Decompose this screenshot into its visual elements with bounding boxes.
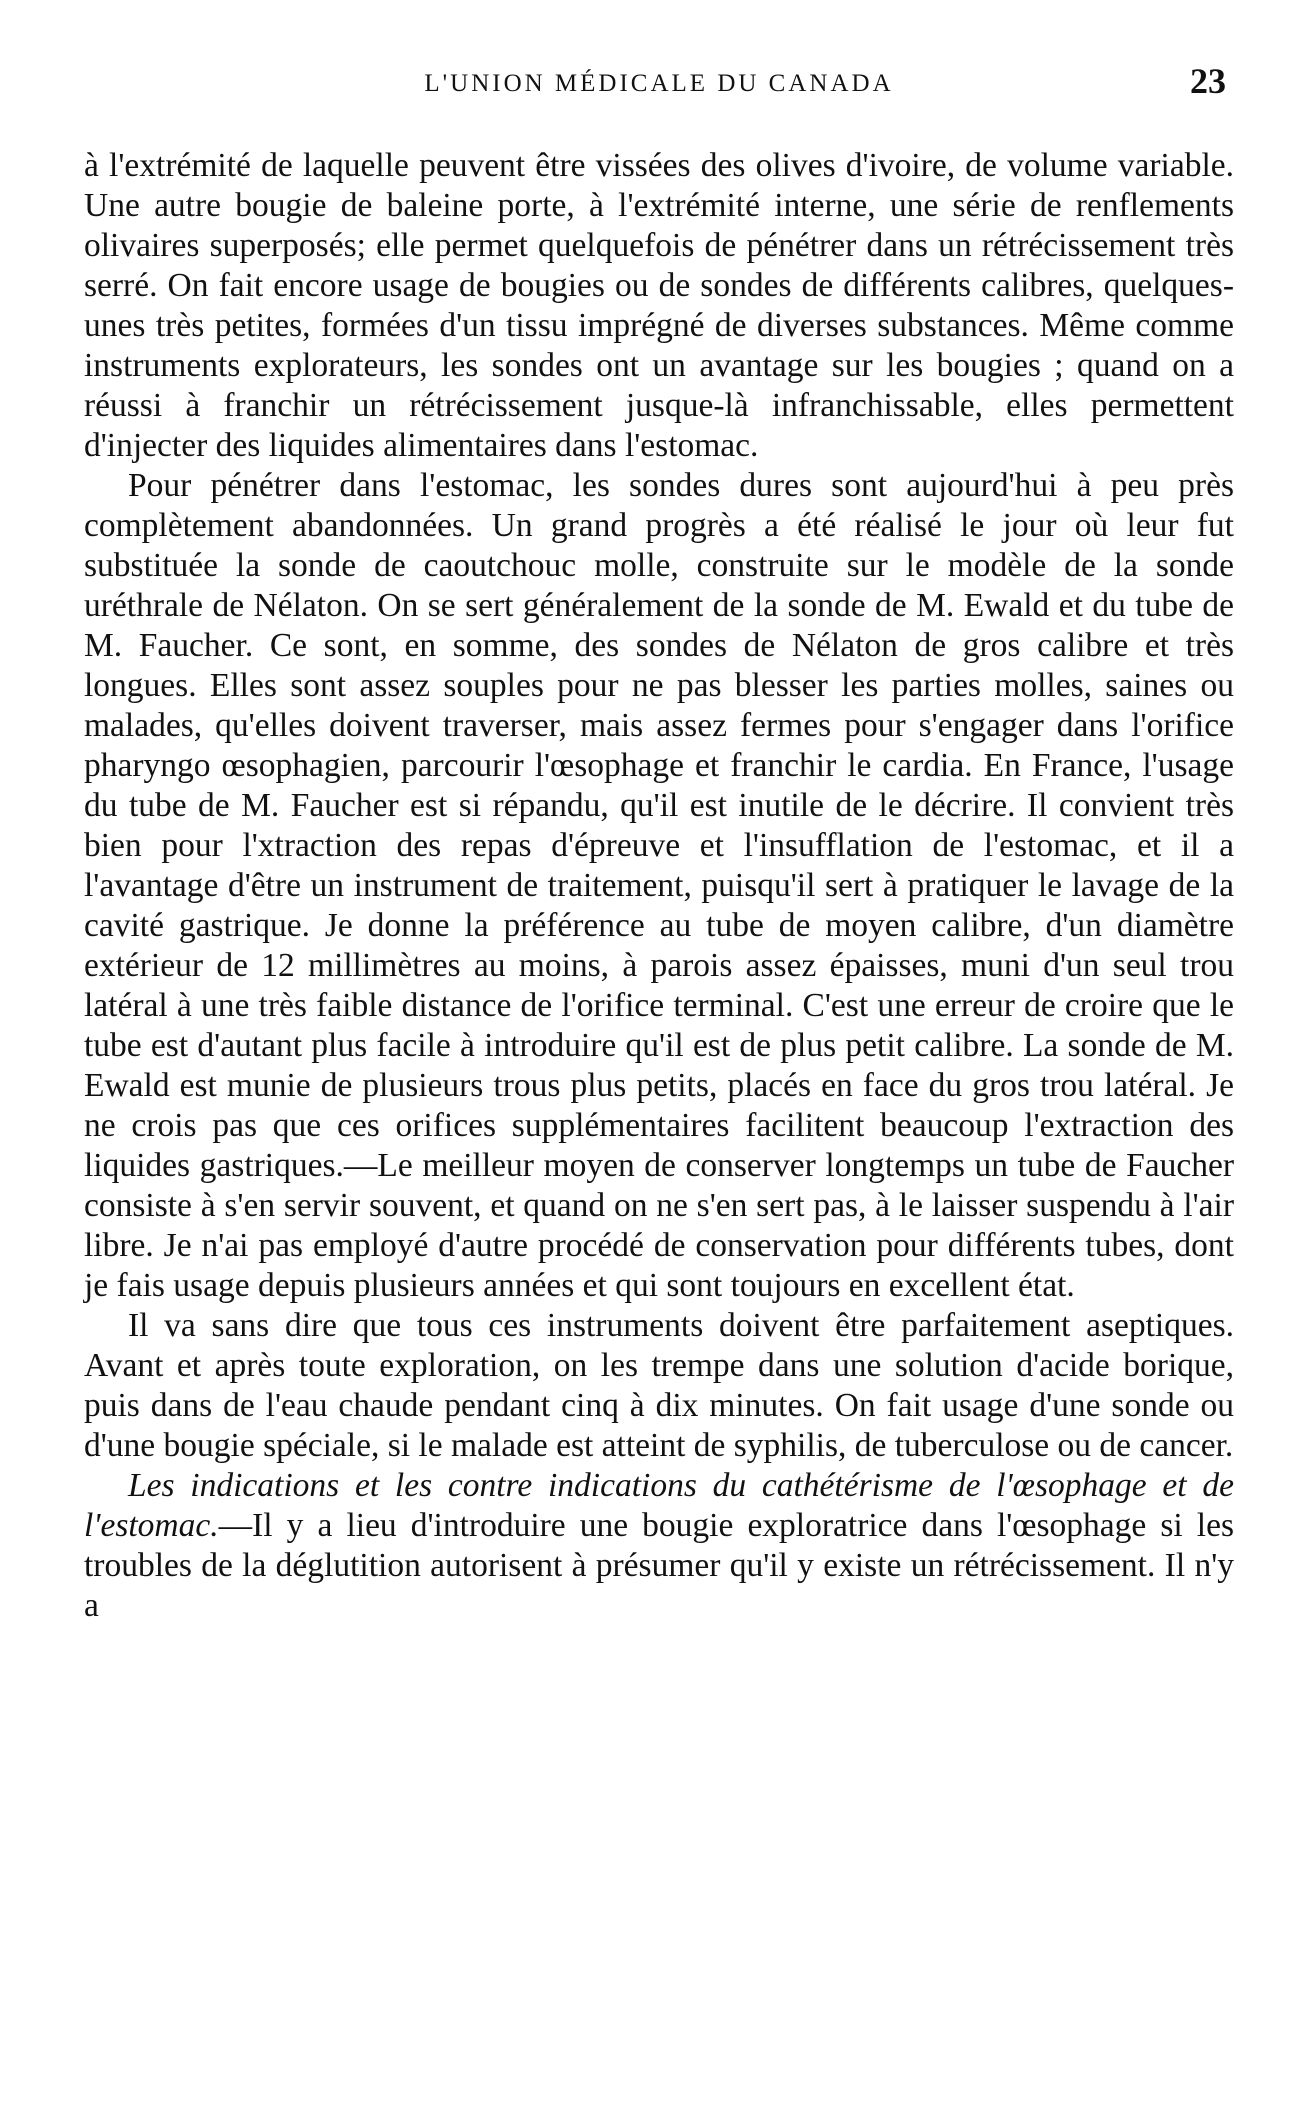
document-page <box>84 60 1234 2100</box>
page-number: 23 <box>1190 61 1226 101</box>
body-text <box>84 146 1234 1626</box>
paragraph <box>84 466 1234 1306</box>
paragraph-text: Pour pénétrer dans l'estomac, les sondes dures sont aujourd'hui à peu près complètement abandonnées. Un grand progrès a été réalisé le jour où leur fut substituée la sonde de caoutchouc molle, construite sur le modèle de la sonde uréthrale de Nélaton. On se sert généralement de la sonde de M. Ewald et du tube de M. Faucher. Ce sont, en somme, des sondes de Nélaton de gros calibre et très longues. Elles sont assez souples pour ne pas blesser les parties molles, saines ou malades, qu'elles doivent traverser, mais assez fermes pour s'engager dans l'orifice pharyngo œsophagien, parcourir l'œsophage et franchir le cardia. En France, l'usage du tube de M. Faucher est si répandu, qu'il est inutile de le décrire. Il convient très bien pour l'xtraction des repas d'épreuve et l'insufflation de l'estomac, et il a l'avantage d'être un instrument de traitement, puisqu'il sert à pratiquer le lavage de la cavité gastrique. Je donne la préférence au tube de moyen calibre, d'un diamètre extérieur de 12 millimètres au moins, à parois assez épaisses, muni d'un seul trou latéral à une très faible distance de l'orifice terminal. C'est une erreur de croire que le tube est d'autant plus facile à introduire qu'il est de plus petit calibre. La sonde de M. Ewald est munie de plusieurs trous plus petits, placés en face du gros trou latéral. Je ne crois pas que ces orifices supplémentaires facilitent beaucoup l'extraction des liquides gastriques.—Le meilleur moyen de conserver longtemps un tube de Faucher consiste à s'en servir souvent, et quand on ne s'en sert pas, à le laisser suspendu à l'air libre. Je n'ai pas employé d'autre procédé de conservation pour différents tubes, dont je fais usage depuis plusieurs années et qui sont toujours en excellent état. <box>84 467 1234 1304</box>
section-heading-italic: Les indications et les contre indications du cathétérisme de l'œsophage et de l'estomac. <box>84 1467 1234 1544</box>
paragraph-text: à l'extrémité de laquelle peuvent être vissées des olives d'ivoire, de volume variable. Une autre bougie de baleine porte, à l'extrémité interne, une série de renflements olivaires superposés; elle permet quelquefois de pénétrer dans un rétrécissement très serré. On fait encore usage de bougies ou de sondes de différents calibres, quelques-unes très petites, formées d'un tissu imprégné de diverses substances. Même comme instruments explorateurs, les sondes ont un avantage sur les bougies ; quand on a réussi à franchir un rétrécissement jusque-là infranchissable, elles permettent d'injecter des liquides alimentaires dans l'estomac. <box>84 147 1234 464</box>
paragraph <box>84 1306 1234 1466</box>
paragraph <box>84 146 1234 466</box>
paragraph-text: —Il y a lieu d'introduire une bougie exploratrice dans l'œsophage si les troubles de la déglutition autorisent à présumer qu'il y existe un rétrécissement. Il n'y a <box>84 1507 1234 1624</box>
paragraph <box>84 1466 1234 1626</box>
running-head: L'UNION MÉDICALE DU CANADA <box>424 70 894 97</box>
paragraph-text: Il va sans dire que tous ces instruments doivent être parfaitement aseptiques. Avant et après toute exploration, on les trempe dans une solution d'acide borique, puis dans de l'eau chaude pendant cinq à dix minutes. On fait usage d'une sonde ou d'une bougie spéciale, si le malade est atteint de syphilis, de tuberculose ou de cancer. <box>84 1307 1234 1464</box>
page-header <box>84 60 1234 114</box>
